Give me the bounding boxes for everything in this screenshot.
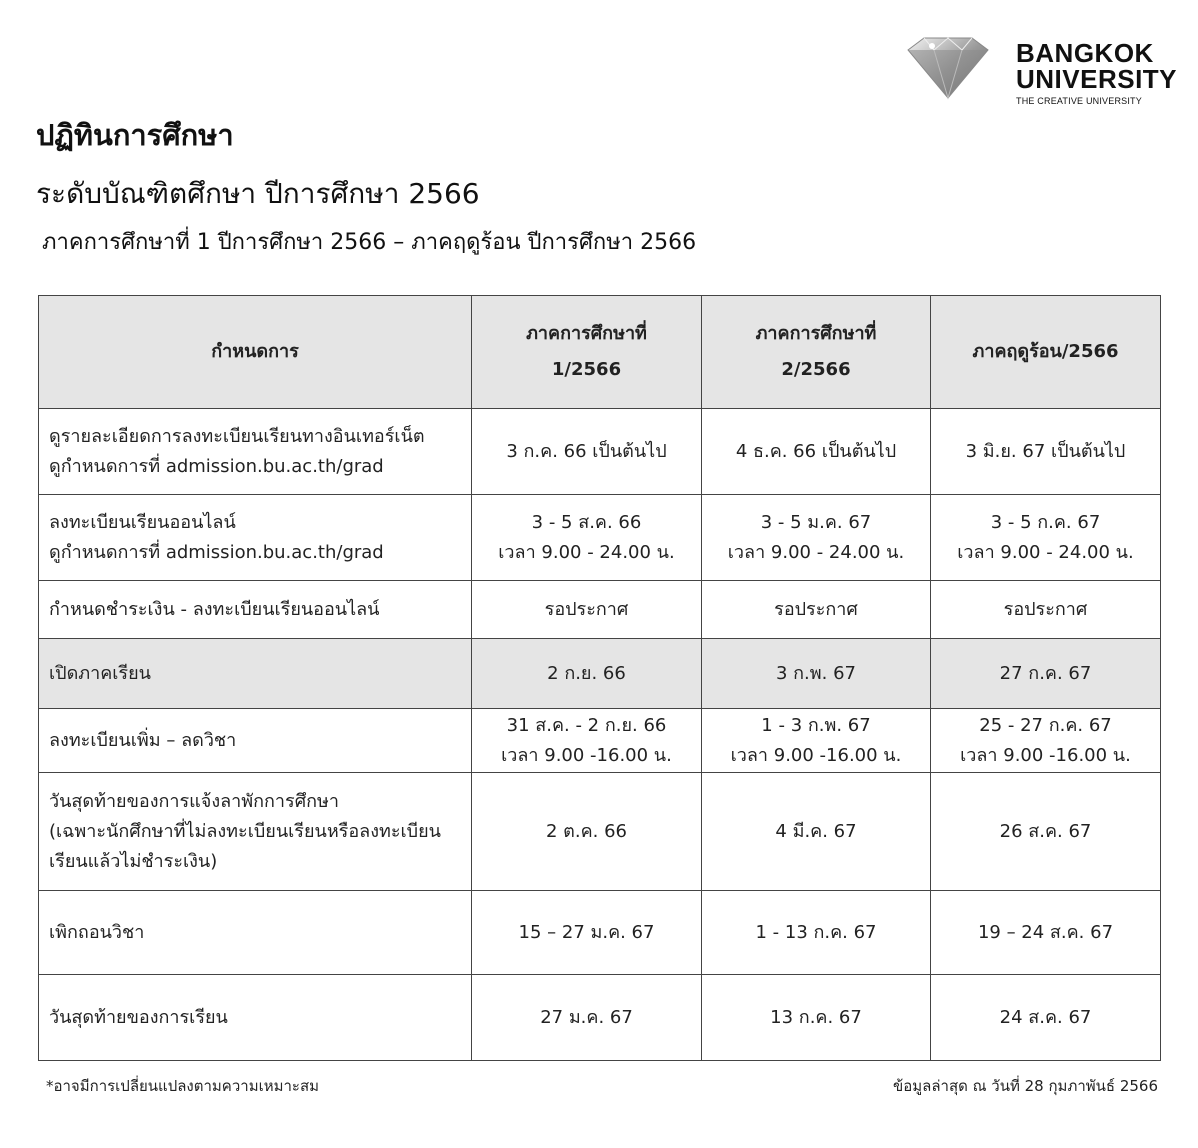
cell-t3 bbox=[931, 639, 1161, 709]
cell-t1 bbox=[472, 409, 702, 495]
table-row bbox=[39, 409, 1161, 495]
logo-line-bangkok: BANGKOK bbox=[1016, 38, 1154, 68]
row-label-line: (เฉพาะนักศึกษาที่ไม่ลงทะเบียนเรียนหรือลงทะเบียน bbox=[49, 820, 441, 842]
header-schedule bbox=[39, 296, 472, 409]
cell-t2-line: 1 - 3 ก.พ. 67 bbox=[761, 714, 871, 736]
cell-t3-line: เวลา 9.00 - 24.00 น. bbox=[957, 541, 1134, 563]
cell-t3-line: 3 - 5 ก.ค. 67 bbox=[990, 511, 1101, 533]
header-schedule-line: กำหนดการ bbox=[211, 341, 299, 362]
cell-t3 bbox=[931, 495, 1161, 581]
cell-t2-line: 4 มี.ค. 67 bbox=[775, 820, 857, 842]
header-term-1-line: 1/2566 bbox=[551, 359, 622, 380]
row-label bbox=[39, 495, 472, 581]
cell-t1-line: 15 – 27 ม.ค. 67 bbox=[518, 921, 655, 943]
cell-t2 bbox=[702, 709, 931, 773]
university-logo bbox=[898, 32, 1178, 112]
terms-line: ภาคการศึกษาที่ 1 ปีการศึกษา 2566 – ภาคฤดูร้อน ปีการศึกษา 2566 bbox=[42, 230, 697, 255]
table-row bbox=[39, 773, 1161, 891]
cell-t2 bbox=[702, 639, 931, 709]
row-label-line: วันสุดท้ายของการเรียน bbox=[49, 1006, 228, 1028]
cell-t1-line: 3 ก.ค. 66 เป็นต้นไป bbox=[506, 440, 667, 462]
cell-t2-line: 1 - 13 ก.ค. 67 bbox=[755, 921, 877, 943]
header-summer bbox=[931, 296, 1161, 409]
table-row bbox=[39, 639, 1161, 709]
cell-t2 bbox=[702, 773, 931, 891]
cell-t3-line: 27 ก.ค. 67 bbox=[999, 662, 1092, 684]
cell-t3 bbox=[931, 409, 1161, 495]
table-row bbox=[39, 581, 1161, 639]
row-label-line: ดูรายละเอียดการลงทะเบียนเรียนทางอินเทอร์เน็ต bbox=[49, 425, 425, 447]
cell-t1 bbox=[472, 581, 702, 639]
row-label bbox=[39, 891, 472, 975]
cell-t1 bbox=[472, 773, 702, 891]
cell-t3 bbox=[931, 709, 1161, 773]
cell-t3 bbox=[931, 891, 1161, 975]
cell-t2-line: 3 - 5 ม.ค. 67 bbox=[760, 511, 872, 533]
row-label bbox=[39, 639, 472, 709]
header-term-2 bbox=[702, 296, 931, 409]
row-label-line: วันสุดท้ายของการแจ้งลาพักการศึกษา bbox=[49, 790, 339, 812]
diamond-logo-icon bbox=[898, 36, 998, 100]
row-label-line: เพิกถอนวิชา bbox=[49, 921, 145, 943]
cell-t1 bbox=[472, 891, 702, 975]
cell-t3 bbox=[931, 773, 1161, 891]
cell-t1 bbox=[472, 709, 702, 773]
logo-wordmark bbox=[1016, 40, 1177, 106]
table-header-row bbox=[39, 296, 1161, 409]
cell-t1-line: 27 ม.ค. 67 bbox=[540, 1006, 633, 1028]
cell-t1 bbox=[472, 495, 702, 581]
row-label-line: ลงทะเบียนเรียนออนไลน์ bbox=[49, 511, 236, 533]
cell-t3-line: 24 ส.ค. 67 bbox=[999, 1006, 1092, 1028]
cell-t1-line: 2 ต.ค. 66 bbox=[546, 820, 627, 842]
academic-calendar-table bbox=[38, 295, 1161, 1061]
row-label bbox=[39, 975, 472, 1061]
cell-t2 bbox=[702, 409, 931, 495]
table-row bbox=[39, 495, 1161, 581]
header-term-1 bbox=[472, 296, 702, 409]
cell-t2-line: 4 ธ.ค. 66 เป็นต้นไป bbox=[735, 440, 897, 462]
page-subtitle: ระดับบัณฑิตศึกษา ปีการศึกษา 2566 bbox=[36, 177, 480, 210]
table-row bbox=[39, 891, 1161, 975]
header-term-2-line: ภาคการศึกษาที่ bbox=[755, 323, 877, 344]
page-title: ปฏิทินการศึกษา bbox=[36, 118, 234, 152]
logo-tagline: THE CREATIVE UNIVERSITY bbox=[1016, 96, 1142, 106]
row-label-line: กำหนดชำระเงิน - ลงทะเบียนเรียนออนไลน์ bbox=[49, 598, 380, 620]
row-label-line: เรียนแล้วไม่ชำระเงิน) bbox=[49, 850, 218, 872]
cell-t3-line: รอประกาศ bbox=[1003, 598, 1088, 620]
row-label-line: ดูกำหนดการที่ admission.bu.ac.th/grad bbox=[49, 541, 384, 563]
footnote-note: *อาจมีการเปลี่ยนแปลงตามความเหมาะสม bbox=[46, 1077, 320, 1095]
table-body bbox=[39, 409, 1161, 1061]
cell-t1-line: เวลา 9.00 - 24.00 น. bbox=[498, 541, 675, 563]
table-row bbox=[39, 975, 1161, 1061]
row-label bbox=[39, 409, 472, 495]
cell-t3-line: 19 – 24 ส.ค. 67 bbox=[977, 921, 1114, 943]
logo-line-university: UNIVERSITY bbox=[1016, 64, 1178, 94]
cell-t2 bbox=[702, 495, 931, 581]
cell-t2-line: เวลา 9.00 - 24.00 น. bbox=[727, 541, 905, 563]
cell-t3-line: 3 มิ.ย. 67 เป็นต้นไป bbox=[965, 440, 1126, 462]
header-summer-line: ภาคฤดูร้อน/2566 bbox=[972, 341, 1119, 362]
row-label-line: ลงทะเบียนเพิ่ม – ลดวิชา bbox=[49, 729, 237, 751]
cell-t2 bbox=[702, 891, 931, 975]
cell-t3-line: 25 - 27 ก.ค. 67 bbox=[979, 714, 1112, 736]
cell-t3 bbox=[931, 581, 1161, 639]
row-label bbox=[39, 773, 472, 891]
cell-t3-line: เวลา 9.00 -16.00 น. bbox=[960, 744, 1131, 766]
row-label-line: ดูกำหนดการที่ admission.bu.ac.th/grad bbox=[49, 455, 384, 477]
row-label bbox=[39, 709, 472, 773]
cell-t1-line: เวลา 9.00 -16.00 น. bbox=[501, 744, 672, 766]
cell-t3-line: 26 ส.ค. 67 bbox=[999, 820, 1092, 842]
cell-t2 bbox=[702, 581, 931, 639]
cell-t3 bbox=[931, 975, 1161, 1061]
cell-t2-line: 13 ก.ค. 67 bbox=[770, 1006, 862, 1028]
last-updated-note: ข้อมูลล่าสุด ณ วันที่ 28 กุมภาพันธ์ 2566 bbox=[892, 1077, 1158, 1095]
table-row bbox=[39, 709, 1161, 773]
cell-t1 bbox=[472, 975, 702, 1061]
cell-t2 bbox=[702, 975, 931, 1061]
header-term-1-line: ภาคการศึกษาที่ bbox=[526, 323, 647, 344]
cell-t1-line: 2 ก.ย. 66 bbox=[547, 662, 626, 684]
cell-t1-line: 31 ส.ค. - 2 ก.ย. 66 bbox=[506, 714, 667, 736]
header-term-2-line: 2/2566 bbox=[781, 359, 851, 380]
cell-t1-line: รอประกาศ bbox=[544, 598, 629, 620]
cell-t1-line: 3 - 5 ส.ค. 66 bbox=[531, 511, 642, 533]
cell-t2-line: 3 ก.พ. 67 bbox=[775, 662, 856, 684]
cell-t2-line: เวลา 9.00 -16.00 น. bbox=[730, 744, 902, 766]
row-label bbox=[39, 581, 472, 639]
cell-t1 bbox=[472, 639, 702, 709]
cell-t2-line: รอประกาศ bbox=[774, 598, 858, 620]
calendar-table-wrapper bbox=[38, 295, 1160, 1061]
row-label-line: เปิดภาคเรียน bbox=[49, 662, 151, 684]
